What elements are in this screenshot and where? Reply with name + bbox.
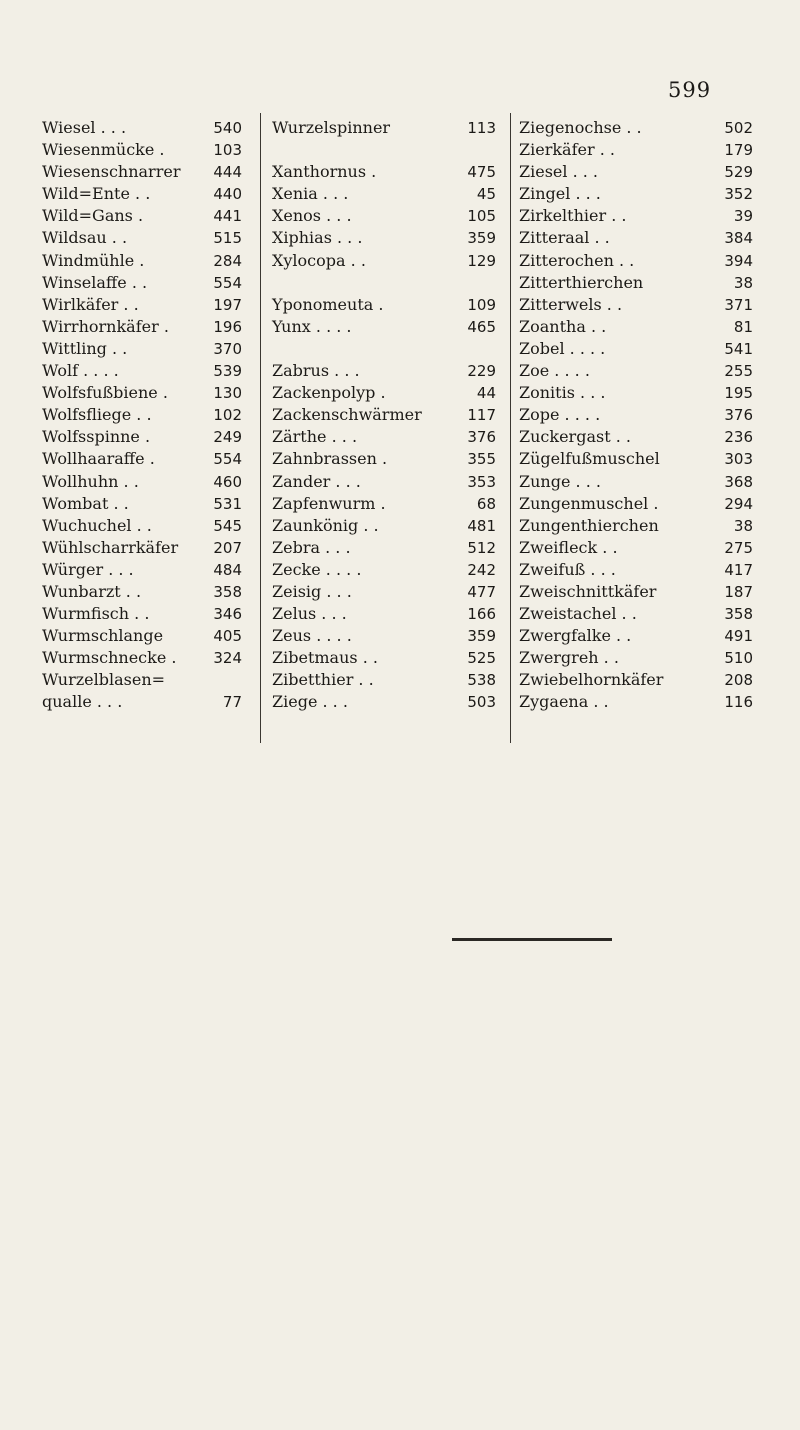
index-entry [272,139,496,161]
index-page-number: 384 [724,229,753,248]
index-page-number: 440 [213,185,242,204]
index-entry [519,382,753,404]
index-entry [42,316,242,338]
index-entry [42,603,242,625]
index-term: Wolfsspinne . [42,427,151,447]
index-page-number: 359 [467,229,496,248]
index-term: Zierkäfer . . [519,140,615,160]
index-term: Zitterthierchen [519,272,644,292]
index-entry [42,227,242,249]
index-entry [519,647,753,669]
index-entry [519,691,753,713]
index-term: Winselaffe . . [42,272,148,292]
index-term: Zwergreh . . [519,648,619,668]
index-term: Wirrhornkäfer . [42,316,169,336]
index-entry [272,205,496,227]
index-term: Wirlkäfer . . [42,294,139,314]
column-divider [510,113,511,743]
index-page-number: 510 [724,649,753,668]
index-term: Zwergfalke . . [519,626,632,646]
index-entry [519,139,753,161]
index-column-left [42,117,242,714]
index-entry [272,338,496,360]
index-term: Zobel . . . . [519,338,606,358]
index-page-number: 38 [733,516,753,535]
index-entry [519,117,753,139]
index-term: Wurmschnecke . [42,648,177,668]
index-page-number: 359 [467,627,496,646]
index-entry [42,272,242,294]
index-term: Zebra . . . [272,537,351,557]
index-entry [42,669,242,691]
index-page-number: 417 [724,560,753,579]
index-term: Wiesenschnarrer [42,162,181,182]
index-entry [42,581,242,603]
index-entry [42,471,242,493]
index-term: Xiphias . . . [272,228,363,248]
index-entry [42,404,242,426]
index-term: Wittling . . [42,338,128,358]
index-entry [519,404,753,426]
index-entry [519,338,753,360]
index-term: Zackenpolyp . [272,383,386,403]
index-entry [519,183,753,205]
index-entry [519,426,753,448]
index-entry [42,559,242,581]
index-entry [519,448,753,470]
index-term: Zungenthierchen [519,515,659,535]
index-page-number: 284 [213,251,242,270]
page-number: 599 [668,78,712,102]
index-page-number: 554 [213,273,242,292]
index-entry [519,227,753,249]
index-page-number: 197 [213,295,242,314]
index-entry [519,205,753,227]
index-page-number: 324 [213,649,242,668]
index-term: Zoantha . . [519,316,607,336]
index-entry [272,603,496,625]
index-term: Wild=Gans . [42,206,144,226]
index-entry [272,515,496,537]
index-entry [272,691,496,713]
index-entry [42,139,242,161]
index-term: Wiesenmücke . [42,140,165,160]
index-page-number: 502 [724,119,753,137]
index-column-right [519,117,753,714]
index-term: Wiesel . . . [42,118,127,137]
index-page-number: 81 [733,317,753,336]
index-entry [272,404,496,426]
index-entry [42,338,242,360]
index-page-number: 539 [213,362,242,381]
index-entry [519,559,753,581]
index-term: Wolfsfußbiene . [42,383,168,403]
index-entry [519,669,753,691]
index-entry [272,625,496,647]
index-term: Zuckergast . . [519,427,631,447]
index-page-number: 352 [724,185,753,204]
index-page-number: 294 [724,494,753,513]
index-term: Zitterwels . . [519,294,623,314]
index-page-number: 540 [213,119,242,137]
index-page-number: 541 [724,339,753,358]
index-page-number: 531 [213,494,242,513]
index-entry [272,493,496,515]
index-entry [272,250,496,272]
index-entry [42,161,242,183]
index-term: Zitterochen . . [519,250,635,270]
index-entry [42,515,242,537]
index-page-number: 554 [213,450,242,469]
index-entry [272,537,496,559]
index-entry [519,581,753,603]
index-page-number: 229 [467,362,496,381]
index-page-number: 358 [724,605,753,624]
index-page-number: 38 [733,273,753,292]
index-entry [519,515,753,537]
index-page-number: 503 [467,693,496,712]
index-term: Zackenschwärmer [272,405,422,425]
column-divider [260,113,261,743]
index-term: Zeisig . . . [272,581,352,601]
index-entry [42,205,242,227]
index-entry [519,294,753,316]
index-entry [42,537,242,559]
index-page-number: 525 [467,649,496,668]
index-page-number: 394 [724,251,753,270]
index-entry [272,581,496,603]
index-term: Xanthornus . [272,162,377,182]
index-term: Zweifleck . . [519,537,618,557]
index-entry [519,250,753,272]
index-term: Zwiebelhornkäfer [519,670,664,690]
index-term: Zecke . . . . [272,559,362,579]
index-page-number: 102 [213,406,242,425]
index-entry [519,603,753,625]
index-entry [519,537,753,559]
index-entry [272,183,496,205]
index-term: Wuchuchel . . [42,515,152,535]
index-entry [272,669,496,691]
index-page-number: 538 [467,671,496,690]
index-page-number: 481 [467,516,496,535]
index-entry [272,448,496,470]
index-entry [272,559,496,581]
index-entry [272,471,496,493]
index-entry [272,316,496,338]
index-term: Wurzelspinner [272,118,391,137]
index-page-number: 368 [724,472,753,491]
index-page-number: 371 [724,295,753,314]
index-entry [42,448,242,470]
index-page-number: 117 [467,406,496,425]
index-page-number: 44 [476,384,496,403]
index-entry [272,272,496,294]
index-entry [272,647,496,669]
index-entry [42,117,242,139]
index-page-number: 116 [724,693,753,712]
index-page-number: 195 [724,384,753,403]
index-term: Zärthe . . . [272,427,358,447]
index-entry [272,117,496,139]
index-term: Wild=Ente . . [42,184,151,204]
index-term: Zibetmaus . . [272,648,378,668]
index-entry [272,227,496,249]
index-page-number: 491 [724,627,753,646]
index-term: Zabrus . . . [272,361,360,381]
index-term: Zapfenwurm . [272,493,386,513]
index-term: Xenos . . . [272,206,352,226]
index-page-number: 45 [476,185,496,204]
index-page-number: 303 [724,450,753,469]
index-entry [42,625,242,647]
index-page-number: 477 [467,582,496,601]
index-page-number: 242 [467,560,496,579]
index-page-number: 353 [467,472,496,491]
index-term: Wombat . . [42,493,129,513]
index-term: Zweischnittkäfer [519,581,657,601]
index-term: Zunge . . . [519,471,601,491]
index-term: Zweifuß . . . [519,559,616,579]
index-entry [42,183,242,205]
index-term: Zelus . . . [272,604,347,624]
index-term: Wolf . . . . [42,361,119,381]
index-entry [42,382,242,404]
index-page-number: 376 [467,428,496,447]
index-page-number: 275 [724,538,753,557]
index-term: Zoe . . . . [519,361,590,381]
index-column-middle [272,117,496,714]
index-page-number: 103 [213,141,242,160]
index-page-number: 166 [467,605,496,624]
index-term: Wurmschlange [42,626,164,646]
index-page-number: 370 [213,339,242,358]
index-page-number: 105 [467,207,496,226]
index-entry [519,161,753,183]
index-term: Ziesel . . . [519,162,599,182]
index-entry [42,250,242,272]
index-page-number: 484 [213,560,242,579]
index-term: Zweistachel . . [519,604,637,624]
index-page-number: 444 [213,163,242,182]
index-page-number: 475 [467,163,496,182]
index-term: Zibetthier . . [272,670,374,690]
index-page-number: 465 [467,317,496,336]
index-page-number: 358 [213,582,242,601]
index-entry [42,360,242,382]
index-term: Wühlscharrkäfer [42,537,179,557]
index-page-number: 109 [467,295,496,314]
index-term: Wurmfisch . . [42,604,150,624]
index-entry [42,426,242,448]
index-page-number: 187 [724,582,753,601]
index-term: Zirkelthier . . [519,206,627,226]
index-term: Xylocopa . . [272,250,366,270]
index-page-number: 376 [724,406,753,425]
index-entry [272,161,496,183]
index-term: Zahnbrassen . [272,449,388,469]
index-term: Wurzelblasen= [42,670,166,690]
index-page-number: 355 [467,450,496,469]
index-term: Zeus . . . . [272,626,352,646]
index-entry [272,360,496,382]
index-entry [42,493,242,515]
index-term: Wunbarzt . . [42,581,142,601]
index-entry [272,382,496,404]
index-page-number: 130 [213,384,242,403]
index-entry [42,294,242,316]
index-term: Yunx . . . . [272,316,352,336]
index-entry [519,625,753,647]
printer-mark [452,938,612,941]
index-entry [519,471,753,493]
index-term: Xenia . . . [272,184,349,204]
index-term: Ziegenochse . . [519,118,642,137]
index-term: Würger . . . [42,559,134,579]
index-page-number: 207 [213,538,242,557]
index-term: Zungenmuschel . [519,493,659,513]
index-page-number: 68 [476,494,496,513]
index-term: Wolfsfliege . . [42,405,152,425]
index-page-number: 236 [724,428,753,447]
index-page-number: 460 [213,472,242,491]
index-term: Windmühle . [42,250,145,270]
index-term: Wildsau . . [42,228,128,248]
index-entry [42,691,242,713]
index-term: Zaunkönig . . [272,515,379,535]
index-entry [519,272,753,294]
index-page-number: 196 [213,317,242,336]
index-page-number: 512 [467,538,496,557]
index-term: Zope . . . . [519,405,601,425]
index-term: Ziege . . . [272,692,348,712]
index-term: Zingel . . . [519,184,601,204]
index-page-number: 529 [724,163,753,182]
index-entry [519,360,753,382]
index-page-number: 255 [724,362,753,381]
index-page-number: 129 [467,251,496,270]
index-entry [272,294,496,316]
index-page-number: 545 [213,516,242,535]
index-entry [519,493,753,515]
index-page-number: 39 [733,207,753,226]
index-term: Zonitis . . . [519,383,606,403]
index-entry [272,426,496,448]
index-page-number: 515 [213,229,242,248]
index-page-number: 405 [213,627,242,646]
index-page-number: 208 [724,671,753,690]
index-page-number: 113 [467,119,496,137]
index-term: qualle . . . [42,692,123,712]
index-term: Zitteraal . . [519,228,610,248]
index-term: Yponomeuta . [272,294,384,314]
index-entry [519,316,753,338]
index-term: Wollhaaraffe . [42,449,155,469]
index-term: Zygaena . . [519,692,609,712]
index-term: Zander . . . [272,471,361,491]
index-page-number: 77 [222,693,242,712]
index-entry [42,647,242,669]
index-page-number: 249 [213,428,242,447]
index-page-number: 441 [213,207,242,226]
index-page-number: 346 [213,605,242,624]
index-term: Wollhuhn . . [42,471,139,491]
index-page-number: 179 [724,141,753,160]
index-term: Zügelfußmuschel [519,449,660,469]
